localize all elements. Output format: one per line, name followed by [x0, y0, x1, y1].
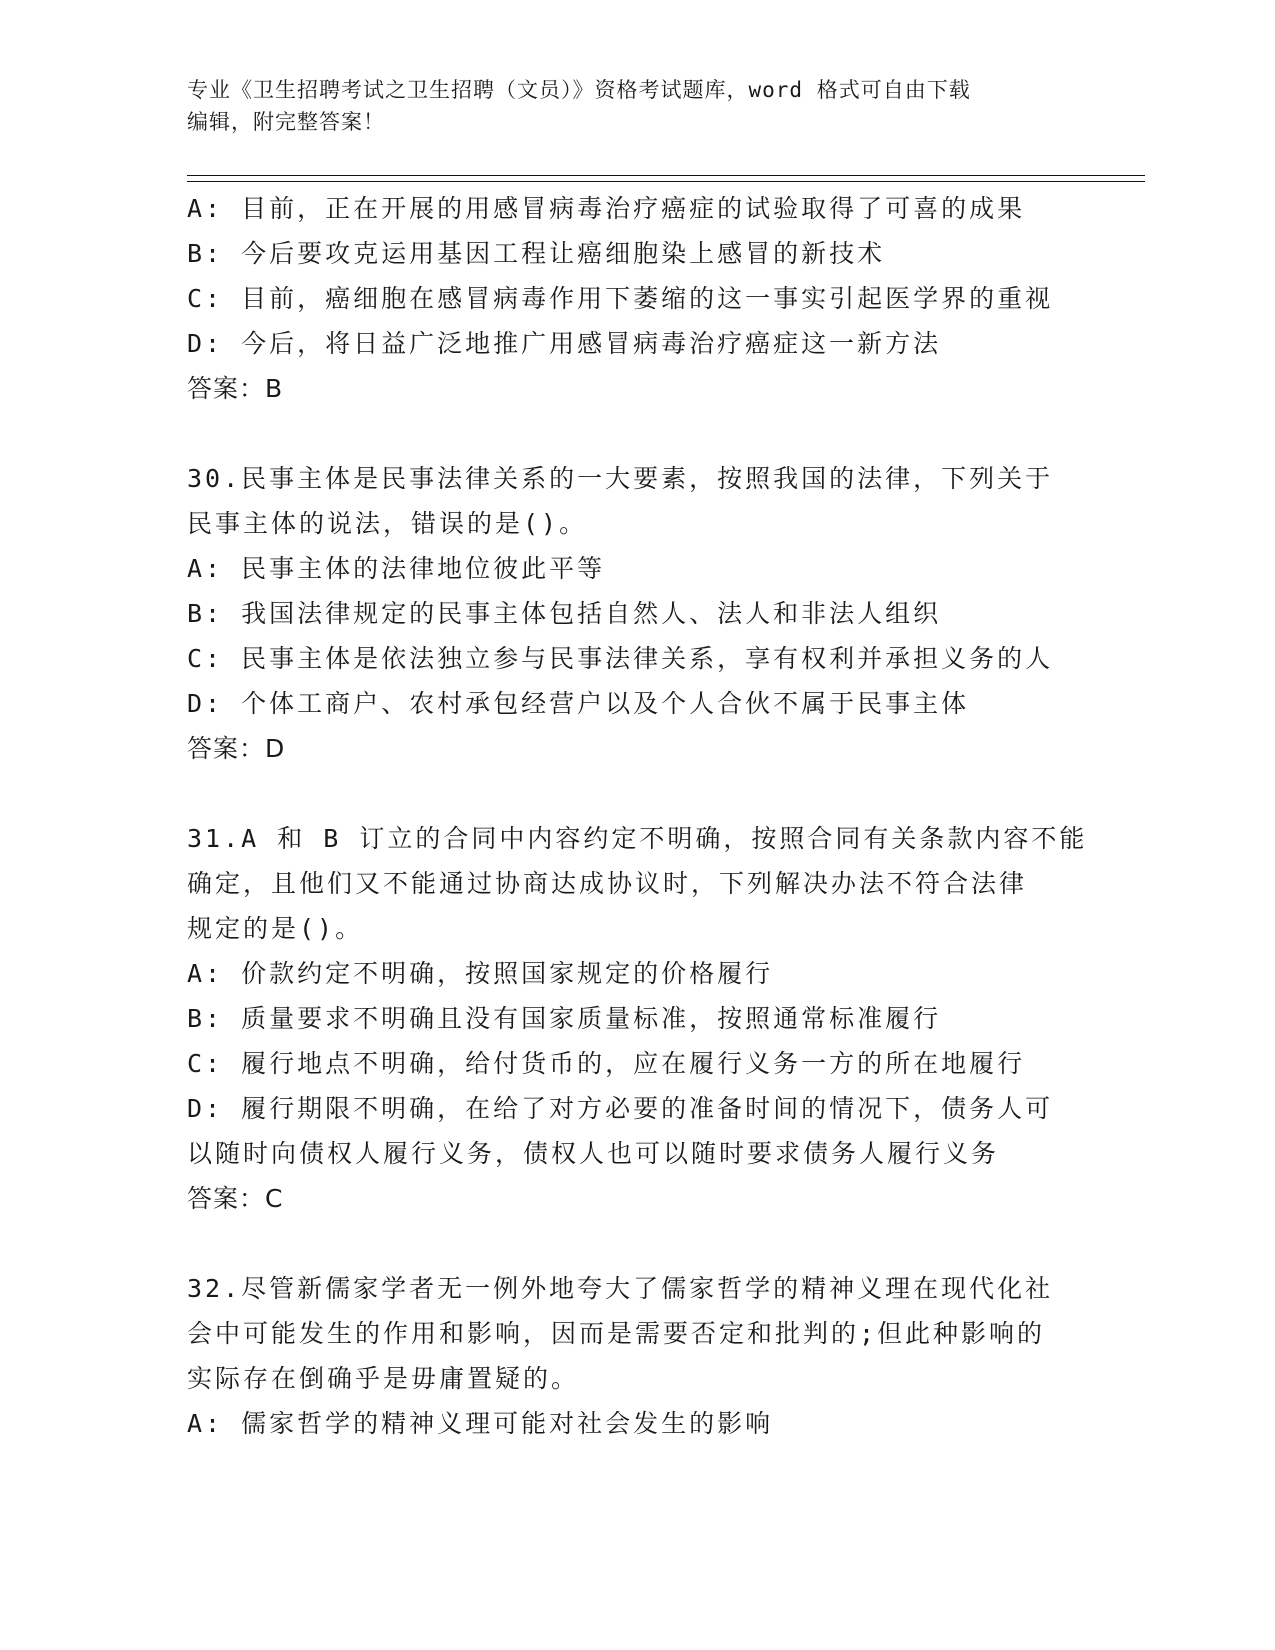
block-spacer [187, 411, 1067, 456]
question-block-32 [187, 1266, 1067, 1446]
block-spacer [187, 1221, 1067, 1266]
option-a: A: 目前，正在开展的用感冒病毒治疗癌症的试验取得了可喜的成果 [187, 194, 1026, 223]
option-d: D: 今后，将日益广泛地推广用感冒病毒治疗癌症这一新方法 [187, 329, 942, 358]
option-d-continuation: 以随时向债权人履行义务，债权人也可以随时要求债务人履行义务 [187, 1139, 1000, 1168]
option-a: A: 价款约定不明确，按照国家规定的价格履行 [187, 959, 774, 988]
answer-line: 答案：D [187, 734, 286, 763]
question-stem-line: 会中可能发生的作用和影响，因而是需要否定和批判的;但此种影响的 [187, 1319, 1046, 1348]
option-b: B: 质量要求不明确且没有国家质量标准，按照通常标准履行 [187, 1004, 942, 1033]
option-d: D: 履行期限不明确，在给了对方必要的准备时间的情况下，债务人可 [187, 1094, 1054, 1123]
block-spacer [187, 771, 1067, 816]
question-stem-line: 确定，且他们又不能通过协商达成协议时，下列解决办法不符合法律 [187, 869, 1028, 898]
option-c: C: 履行地点不明确，给付货币的，应在履行义务一方的所在地履行 [187, 1049, 1026, 1078]
question-stem-line: 30.民事主体是民事法律关系的一大要素，按照我国的法律，下列关于 [187, 464, 1054, 493]
header-line-1: 专业《卫生招聘考试之卫生招聘（文员）》资格考试题库，word 格式可自由下载 [187, 78, 971, 102]
question-block-29 [187, 186, 1067, 411]
option-b: B: 我国法律规定的民事主体包括自然人、法人和非法人组织 [187, 599, 942, 628]
question-stem-line: 民事主体的说法，错误的是()。 [187, 509, 588, 538]
question-stem-line: 31.A 和 B 订立的合同中内容约定不明确，按照合同有关条款内容不能 [187, 824, 1088, 853]
option-d: D: 个体工商户、农村承包经营户以及个人合伙不属于民事主体 [187, 689, 970, 718]
option-a: A: 儒家哲学的精神义理可能对社会发生的影响 [187, 1409, 774, 1438]
answer-line: 答案：B [187, 374, 284, 403]
question-block-30 [187, 456, 1067, 771]
question-block-31 [187, 816, 1088, 1221]
question-content [187, 186, 1088, 1446]
option-c: C: 目前，癌细胞在感冒病毒作用下萎缩的这一事实引起医学界的重视 [187, 284, 1054, 313]
header-line-2: 编辑，附完整答案！ [187, 110, 385, 134]
header-divider-top [187, 175, 1145, 176]
option-b: B: 今后要攻克运用基因工程让癌细胞染上感冒的新技术 [187, 239, 886, 268]
option-a: A: 民事主体的法律地位彼此平等 [187, 554, 606, 583]
question-stem-line: 实际存在倒确乎是毋庸置疑的。 [187, 1364, 580, 1393]
question-stem-line: 规定的是()。 [187, 914, 364, 943]
option-c: C: 民事主体是依法独立参与民事法律关系，享有权利并承担义务的人 [187, 644, 1054, 673]
answer-line: 答案：C [187, 1184, 284, 1213]
document-header [187, 74, 1067, 138]
header-divider-bottom [187, 181, 1145, 182]
question-stem-line: 32.尽管新儒家学者无一例外地夸大了儒家哲学的精神义理在现代化社 [187, 1274, 1054, 1303]
